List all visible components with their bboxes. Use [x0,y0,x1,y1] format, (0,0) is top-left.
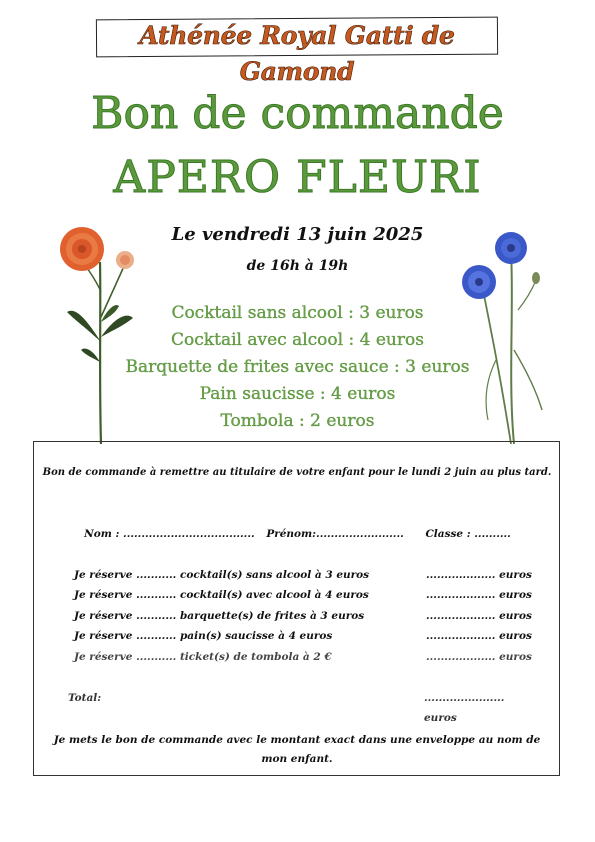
order-row-amount[interactable]: ................... euros [426,569,532,581]
total-row [68,688,528,724]
order-row-label[interactable]: Je réserve ........... cocktail(s) avec alcool à 4 euros [74,589,369,601]
class-field[interactable]: Classe : .......... [425,528,511,540]
name-field[interactable]: Nom : .................................... [84,528,255,540]
envelope-instruction: Je mets le bon de commande avec le montant exact dans une enveloppe au nom de mon enfant. [53,734,541,765]
total-label: Total: [68,692,102,704]
order-row-amount[interactable]: ................... euros [426,589,532,601]
order-row-amount[interactable]: ................... euros [426,630,532,642]
event-hours: de 16h à 19h [246,258,349,274]
price-tombola: Tombola : 2 euros [220,411,375,431]
order-row-amount[interactable]: ................... euros [426,651,532,663]
order-row-fries [74,606,532,626]
identity-fields [0,526,595,542]
total-amount-field[interactable]: ...................... euros [424,692,505,724]
order-row-cocktail-no-alcohol [74,565,532,585]
price-sausage-bread: Pain saucisse : 4 euros [199,384,396,404]
event-date: Le vendredi 13 juin 2025 [171,224,424,245]
order-row-label[interactable]: Je réserve ........... barquette(s) de frites à 3 euros [74,610,365,622]
event-title: APERO FLEURI [113,152,482,203]
order-row-tombola [74,647,532,667]
order-row-cocktail-alcohol [74,585,532,605]
order-row-amount[interactable]: ................... euros [426,610,532,622]
order-row-label[interactable]: Je réserve ........... ticket(s) de tombola à 2 € [74,651,332,663]
firstname-field[interactable]: Prénom:........................ [266,528,404,540]
return-notice: Bon de commande à remettre au titulaire de votre enfant pour le lundi 2 juin au plus tard. [42,467,552,478]
school-title: Athénée Royal Gatti de Gamond [139,21,455,86]
order-row-label[interactable]: Je réserve ........... pain(s) saucisse à 4 euros [74,630,333,642]
price-list [110,300,485,435]
order-form-title: Bon de commande [91,88,504,139]
order-row-label[interactable]: Je réserve ........... cocktail(s) sans alcool à 3 euros [74,569,370,581]
order-row-sausage-bread [74,626,532,646]
price-cocktail-alcohol: Cocktail avec alcool : 4 euros [171,330,424,350]
price-cocktail-no-alcohol: Cocktail sans alcool : 3 euros [171,303,424,323]
price-fries: Barquette de frites avec sauce : 3 euros [125,357,470,377]
